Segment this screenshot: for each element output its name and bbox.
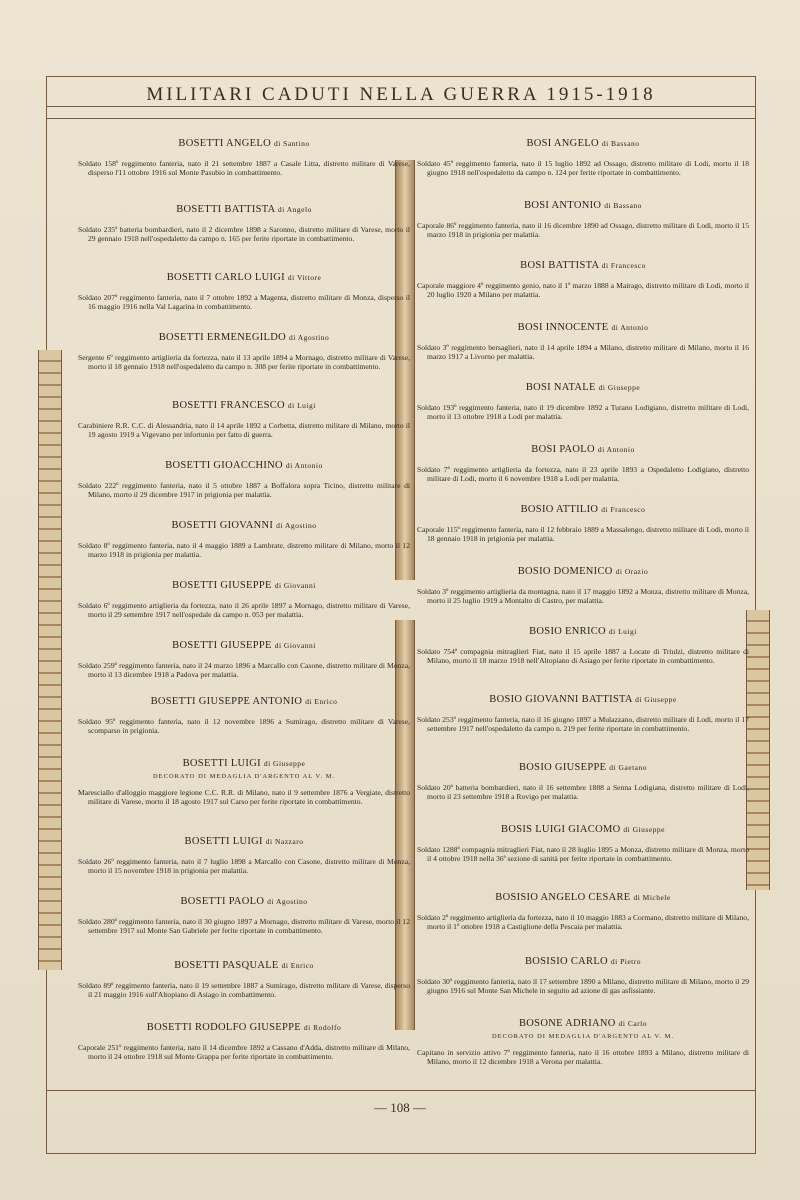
entry-name: BOSETTI ANGELO di Santino bbox=[178, 138, 310, 149]
entry-name: BOSETTI LUIGI di Giuseppe bbox=[182, 758, 306, 769]
entry bbox=[417, 1018, 749, 1066]
header-rule-inner bbox=[46, 118, 756, 119]
entry-text: Caporale 86º reggimento fanteria, nato il 16 dicembre 1890 ad Ossago, distretto militare di Lodi, morto il 15 marzo 1918 in prigionia per malattia. bbox=[417, 221, 749, 240]
entry-name: BOSISIO ANGELO CESARE di Michele bbox=[495, 892, 671, 903]
footer-rule bbox=[46, 1090, 756, 1091]
entry bbox=[78, 272, 410, 311]
entry bbox=[78, 520, 410, 559]
entry-name: BOSONE ADRIANO di Carlo bbox=[519, 1018, 647, 1029]
entry-text: Caporale maggiore 4º reggimento genio, nato il 1º marzo 1888 a Mairago, distretto militare di Lodi, morto il 20 luglio 1920 a Milano per malattia. bbox=[417, 281, 749, 300]
entry-name: BOSETTI BATTISTA di Angelo bbox=[176, 204, 312, 215]
entry-decoration: DECORATO DI MEDAGLIA D'ARGENTO AL V. M. bbox=[152, 773, 336, 780]
entry-name: BOSISIO CARLO di Pietro bbox=[524, 956, 641, 967]
entry bbox=[417, 200, 749, 239]
header-rule bbox=[46, 106, 756, 107]
entry-text: Soldato 26º reggimento fanteria, nato il 7 luglio 1898 a Marcallo con Casone, distretto militare di Monza, morto il 15 novembre 1918 in prigionia per malattia. bbox=[78, 857, 410, 876]
entry-text: Soldato 95º reggimento fanteria, nato il 12 novembre 1896 a Sumirago, distretto militare di Varese, scomparso in prigionia. bbox=[78, 717, 410, 736]
entry-text: Soldato 253º reggimento fanteria, nato il 16 giugno 1897 a Mulazzano, distretto militare di Lodi, morto il 17 settembre 1917 nell'ospedaletto da campo n. 219 per ferite riportate in combattimento. bbox=[417, 715, 749, 734]
entry-text: Caporale 115º reggimento fanteria, nato il 12 febbraio 1889 a Massalengo, distretto militare di Lodi, morto il 18 gennaio 1918 in prigionia per malattia. bbox=[417, 525, 749, 544]
entry-name: BOSI PAOLO di Antonio bbox=[531, 444, 635, 455]
entry bbox=[78, 204, 410, 243]
left-side-ornament bbox=[38, 350, 62, 970]
entry-text: Soldato 235ª batteria bombardieri, nato il 2 dicembre 1898 a Saronno, distretto militare di Varese, morto il 29 gennaio 1918 nell'ospedaletto da campo n. 165 per ferite riportate in combattimento. bbox=[78, 225, 410, 244]
entry bbox=[78, 758, 410, 806]
entry bbox=[417, 138, 749, 177]
entry-text: Sergente 6º reggimento artiglieria da fortezza, nato il 13 aprile 1894 a Mornago, distretto militare di Varese, morto il 18 gennaio 1918 nell'ospedaletto da campo n. 308 per ferite riportate in combattimento. bbox=[78, 353, 410, 372]
entry-text: Soldato 20ª batteria bombardieri, nato il 16 settembre 1888 a Senna Lodigiana, distretto militare di Lodi, morto il 23 settembre 1918 a Rovigo per malattia. bbox=[417, 783, 749, 802]
entry bbox=[417, 824, 749, 863]
entry-text: Caporale 251º reggimento fanteria, nato il 14 dicembre 1892 a Cassano d'Adda, distretto militare di Milano, morto il 24 ottobre 1918 sul Monte Grappa per ferite riportate in combattimento. bbox=[78, 1043, 410, 1062]
entry bbox=[78, 896, 410, 935]
entry-text: Soldato 3º reggimento bersaglieri, nato il 14 aprile 1894 a Milano, distretto militare di Milano, morto il 16 marzo 1917 a Livorno per malattia. bbox=[417, 343, 749, 362]
entry-text: Soldato 158º reggimento fanteria, nato il 21 settembre 1887 a Casale Litta, distretto militare di Varese, disperso l'11 ottobre 1916 sul Monte Pasubio in combattimento. bbox=[78, 159, 410, 178]
entry-name: BOSI ANGELO di Bassano bbox=[526, 138, 640, 149]
entry-name: BOSIO ENRICO di Luigi bbox=[529, 626, 637, 637]
entry-name: BOSETTI GIOACCHINO di Antonio bbox=[165, 460, 323, 471]
entry-name: BOSETTI GIUSEPPE di Giovanni bbox=[172, 580, 316, 591]
entry-name: BOSETTI GIOVANNI di Agostino bbox=[171, 520, 317, 531]
entry-text: Soldato 7º reggimento artiglieria da fortezza, nato il 23 aprile 1893 a Ospedaletto Lodigiano, distretto militare di Lodi, morto il 6 novembre 1918 a Lodi per malattia. bbox=[417, 465, 749, 484]
entry-text: Maresciallo d'alloggio maggiore legione C.C. R.R. di Milano, nato il 9 settembre 1876 a Vergiate, distretto militare di Varese, morto il 18 agosto 1917 sul Carso per ferite riportate in combattimento. bbox=[78, 788, 410, 807]
page-title: MILITARI CADUTI NELLA GUERRA 1915-1918 bbox=[146, 84, 656, 105]
entry-decoration: DECORATO DI MEDAGLIA D'ARGENTO AL V. M. bbox=[491, 1033, 675, 1040]
entry-text: Soldato 222º reggimento fanteria, nato il 5 ottobre 1887 a Boffalora sopra Ticino, distretto militare di Milano, morto il 29 dicembre 1917 in prigionia per malattia. bbox=[78, 481, 410, 500]
entry-text: Soldato 754ª compagnia mitraglieri Fiat, nato il 15 aprile 1887 a Locate di Triulzi, distretto militare di Milano, morto il 18 marzo 1918 nell'Altopiano di Asiago per ferite riportate in combattimento. bbox=[417, 647, 749, 666]
entry-name: BOSIO GIOVANNI BATTISTA di Giuseppe bbox=[489, 694, 677, 705]
entry bbox=[417, 444, 749, 483]
entry-text: Soldato 45º reggimento fanteria, nato il 15 luglio 1892 ad Ossago, distretto militare di Lodi, morto il 18 giugno 1918 nell'ospedaletto da campo n. 124 per ferite riportate in combattimento. bbox=[417, 159, 749, 178]
entry-name: BOSETTI ERMENEGILDO di Agostino bbox=[158, 332, 330, 343]
entry-name: BOSETTI PAOLO di Agostino bbox=[180, 896, 308, 907]
entry-text: Soldato 89º reggimento fanteria, nato il 19 settembre 1887 a Sumirago, distretto militare di Varese, disperso il 21 maggio 1916 sull'Altopiano di Asiago in combattimento. bbox=[78, 981, 410, 1000]
entry-text: Soldato 193º reggimento fanteria, nato il 19 dicembre 1892 a Turano Lodigiano, distretto militare di Lodi, morto il 13 ottobre 1918 a Lodi per malattia. bbox=[417, 403, 749, 422]
entry bbox=[78, 1022, 410, 1061]
entry bbox=[78, 332, 410, 371]
entry-text: Soldato 207º reggimento fanteria, nato il 7 ottobre 1892 a Magenta, distretto militare di Monza, disperso il 16 maggio 1916 nella Val Lagarina in combattimento. bbox=[78, 293, 410, 312]
entry-text: Soldato 1288ª compagnia mitraglieri Fiat, nato il 28 luglio 1895 a Monza, distretto militare di Monza, morto il 4 ottobre 1918 nella 36ª sezione di sanità per ferite riportate in combattimento. bbox=[417, 845, 749, 864]
entry bbox=[417, 762, 749, 801]
entry-name: BOSIO DOMENICO di Orazio bbox=[517, 566, 649, 577]
entry-text: Soldato 3º reggimento artiglieria da montagna, nato il 17 maggio 1892 a Monza, distretto militare di Monza, morto il 25 luglio 1919 a Montalto di Castro, per malattia. bbox=[417, 587, 749, 606]
entry-name: BOSIO GIUSEPPE di Gaetano bbox=[519, 762, 647, 773]
entry bbox=[417, 322, 749, 361]
entry-name: BOSETTI GIUSEPPE ANTONIO di Enrico bbox=[150, 696, 338, 707]
entry-name: BOSETTI FRANCESCO di Luigi bbox=[172, 400, 316, 411]
entry-text: Soldato 6º reggimento artiglieria da fortezza, nato il 26 aprile 1897 a Mornago, distretto militare di Varese, morto il 29 settembre 1917 nell'ospedale da campo n. 053 per malattia. bbox=[78, 601, 410, 620]
entry-name: BOSI INNOCENTE di Antonio bbox=[517, 322, 649, 333]
entry bbox=[78, 400, 410, 439]
right-side-ornament bbox=[746, 610, 770, 890]
entry-name: BOSIO ATTILIO di Francesco bbox=[520, 504, 646, 515]
entry bbox=[78, 138, 410, 177]
entry bbox=[417, 504, 749, 543]
entry-name: BOSETTI PASQUALE di Enrico bbox=[174, 960, 314, 971]
entry-name: BOSI BATTISTA di Francesco bbox=[520, 260, 646, 271]
entry-name: BOSETTI RODOLFO GIUSEPPE di Rodolfo bbox=[146, 1022, 342, 1033]
entry bbox=[78, 640, 410, 679]
entry-name: BOSI NATALE di Giuseppe bbox=[525, 382, 641, 393]
entry-text: Soldato 280º reggimento fanteria, nato il 30 giugno 1897 a Mornago, distretto militare di Varese, morto il 12 settembre 1917 sul Monte San Gabriele per ferite riportate in combattimento. bbox=[78, 917, 410, 936]
entry bbox=[417, 382, 749, 421]
entry bbox=[78, 836, 410, 875]
page-number: — 108 — bbox=[374, 1100, 426, 1115]
entry bbox=[417, 694, 749, 733]
entry-text: Soldato 2º reggimento artiglieria da fortezza, nato il 10 maggio 1883 a Cormano, distretto militare di Milano, morto il 1º ottobre 1918 a Castiglione della Pescaia per malattia. bbox=[417, 913, 749, 932]
entry bbox=[78, 580, 410, 619]
entry-name: BOSETTI CARLO LUIGI di Vittore bbox=[166, 272, 322, 283]
entry bbox=[78, 696, 410, 735]
entry bbox=[417, 892, 749, 931]
entry-name: BOSETTI LUIGI di Nazzaro bbox=[184, 836, 304, 847]
entry-name: BOSI ANTONIO di Bassano bbox=[524, 200, 642, 211]
entry-text: Soldato 8º reggimento fanteria, nato il 4 maggio 1889 a Lambrate, distretto militare di Milano, morto il 12 marzo 1918 in prigionia per malattia. bbox=[78, 541, 410, 560]
entry-name: BOSIS LUIGI GIACOMO di Giuseppe bbox=[501, 824, 665, 835]
entry-text: Soldato 30º reggimento fanteria, nato il 17 settembre 1890 a Milano, distretto militare di Milano, morto il 29 giugno 1916 sul Monte San Michele in seguito ad azione di gas asfissiante. bbox=[417, 977, 749, 996]
entry bbox=[78, 460, 410, 499]
entry bbox=[78, 960, 410, 999]
entry-text: Soldato 259º reggimento fanteria, nato il 24 marzo 1896 a Marcallo con Casone, distretto militare di Monza, morto il 13 dicembre 1918 a Padova per malattia. bbox=[78, 661, 410, 680]
entry-name: BOSETTI GIUSEPPE di Giovanni bbox=[172, 640, 316, 651]
entry bbox=[417, 566, 749, 605]
entry bbox=[417, 626, 749, 665]
entry bbox=[417, 956, 749, 995]
entry-text: Capitano in servizio attivo 7º reggimento fanteria, nato il 16 ottobre 1893 a Milano, distretto militare di Milano, morto il 12 dicembre 1918 a Verona per malattia. bbox=[417, 1048, 749, 1067]
entry bbox=[417, 260, 749, 299]
entry-text: Carabiniere R.R. C.C. di Alessandria, nato il 14 aprile 1892 a Corbetta, distretto militare di Milano, morto il 19 agosto 1919 a Vigevano per infortunio per fatto di guerra. bbox=[78, 421, 410, 440]
